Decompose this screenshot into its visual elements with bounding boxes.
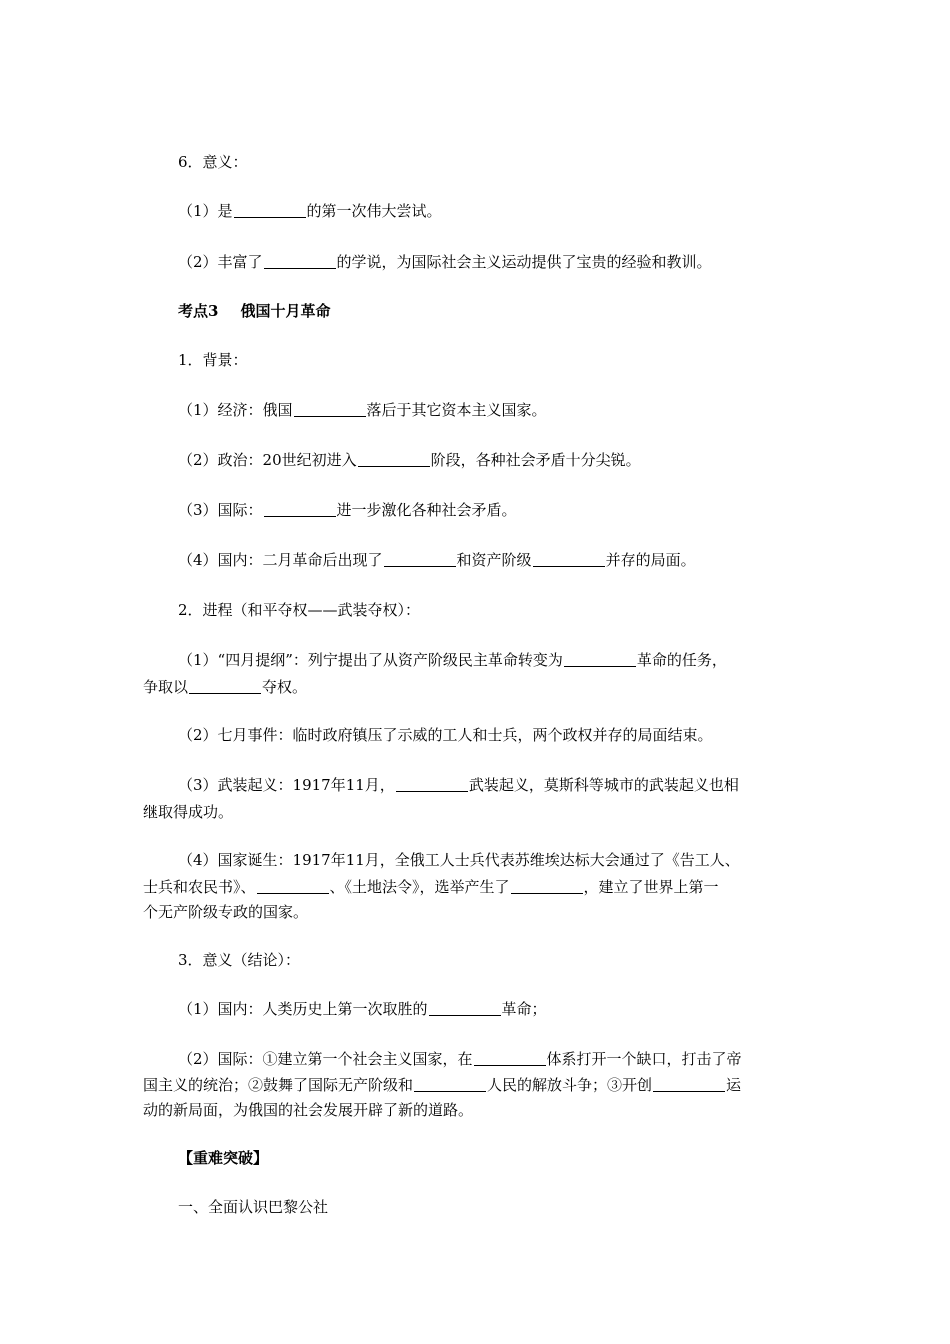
sig-item-1: （1）国内：人类历史上第一次取胜的 革命； [178,1000,547,1018]
proc-item-2: （2）七月事件：临时政府镇压了示威的工人和士兵，两个政权并存的局面结束。 [178,726,713,744]
proc-item-3-line-2: 继取得成功。 [143,803,234,821]
proc-item-3-line-1: （3）武装起义：1917年11月， 武装起义，莫斯科等城市的武装起义也相 [178,776,739,794]
fill-blank[interactable] [264,502,336,517]
fill-blank[interactable] [396,777,468,792]
proc-item-4-line-2: 士兵和农民书》、 、《土地法令》，选举产生了 ，建立了世界上第一 [143,878,719,896]
sig-item-2-line-3: 动的新局面，为俄国的社会发展开辟了新的道路。 [143,1101,474,1119]
key-difficulty-heading: 【重难突破】 [178,1149,269,1167]
bg-politics: （2）政治：20世纪初进入 阶段，各种社会矛盾十分尖锐。 [178,451,641,469]
s6-item-2: （2）丰富了 的学说，为国际社会主义运动提供了宝贵的经验和教训。 [178,253,712,271]
proc-item-4-line-1: （4）国家诞生：1917年11月，全俄工人士兵代表苏维埃达标大会通过了《告工人、 [178,851,740,869]
key-difficulty-item-1: 一、全面认识巴黎公社 [178,1198,329,1216]
fill-blank[interactable] [429,1001,501,1016]
bg-domestic: （4）国内：二月革命后出现了 和资产阶级 并存的局面。 [178,551,696,569]
fill-blank[interactable] [264,254,336,269]
background-heading: 1．背景： [178,351,248,369]
s6-item-1: （1）是 的第一次伟大尝试。 [178,202,442,220]
kaodian-3-heading: 考点3 俄国十月革命 [178,302,331,320]
bg-economy: （1）经济：俄国 落后于其它资本主义国家。 [178,401,547,419]
sig-item-2-line-1: （2）国际：①建立第一个社会主义国家，在 体系打开一个缺口，打击了帝 [178,1050,742,1068]
fill-blank[interactable] [474,1051,546,1066]
fill-blank[interactable] [533,552,605,567]
fill-blank[interactable] [189,679,261,694]
section-6-heading: 6．意义： [178,153,248,171]
fill-blank[interactable] [414,1077,486,1092]
fill-blank[interactable] [384,552,456,567]
fill-blank[interactable] [653,1077,725,1092]
proc-item-4-line-3: 个无产阶级专政的国家。 [143,903,309,921]
fill-blank[interactable] [564,652,636,667]
significance-heading: 3．意义（结论）： [178,951,301,969]
fill-blank[interactable] [511,879,583,894]
fill-blank[interactable] [234,203,306,218]
bg-international: （3）国际： 进一步激化各种社会矛盾。 [178,501,517,519]
proc-item-1-line-1: （1）“四月提纲”：列宁提出了从资产阶级民主革命转变为 革命的任务， [178,651,727,669]
fill-blank[interactable] [358,452,430,467]
process-heading: 2．进程（和平夺权——武装夺权）： [178,601,421,619]
fill-blank[interactable] [294,402,366,417]
sig-item-2-line-2: 国主义的统治；②鼓舞了国际无产阶级和 人民的解放斗争；③开创 运 [143,1076,742,1094]
fill-blank[interactable] [257,879,329,894]
proc-item-1-line-2: 争取以 夺权。 [143,678,308,696]
